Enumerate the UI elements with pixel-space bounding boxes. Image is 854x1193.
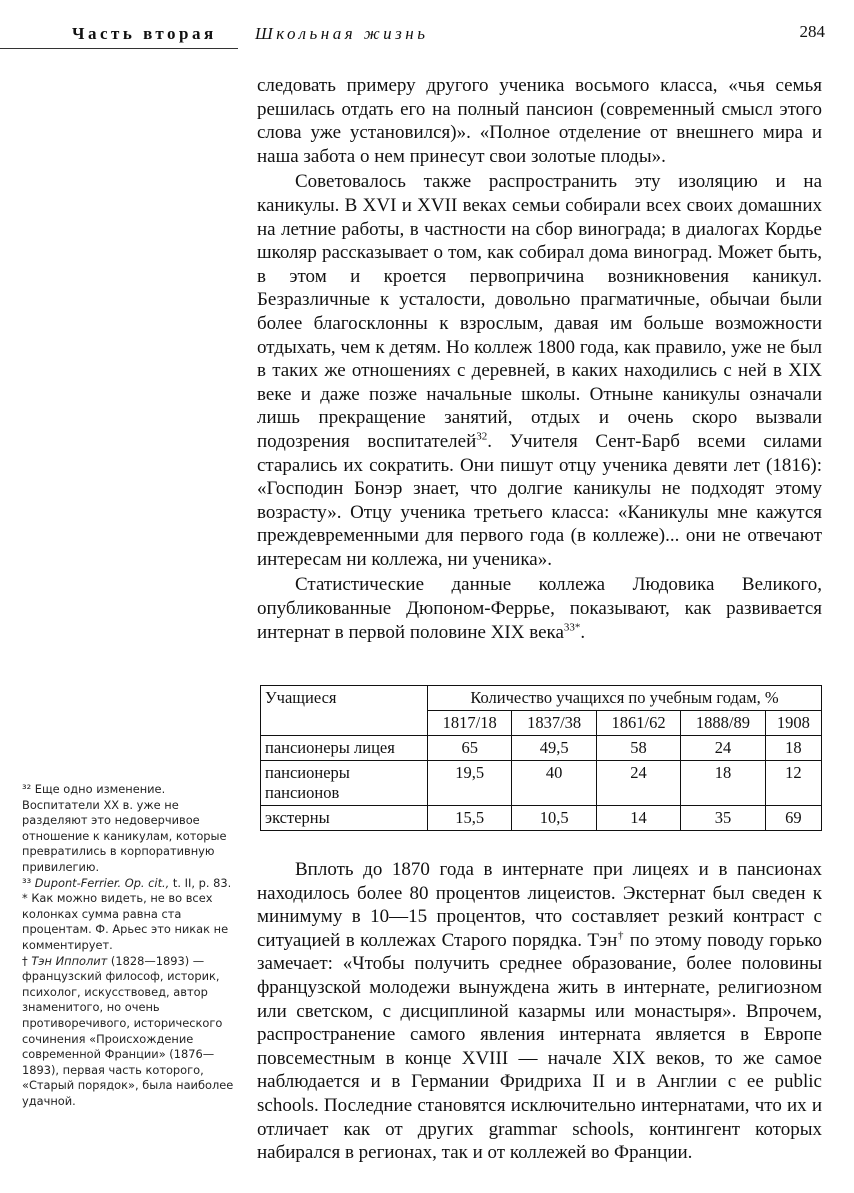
header-section: Школьная жизнь <box>255 24 429 43</box>
page-number: 284 <box>799 22 825 41</box>
column-header: 1908 <box>765 711 821 736</box>
footnote-33-rest: t. II, p. 83. <box>169 875 232 890</box>
paragraph-1: следовать примеру другого ученика восьмого класса, «чья семья решилась отдать его на полный пансион (современный смысл этого слова уже установился)». «Полное отделение от внешнего мира и наша забота о нем принесут свои золотые плоды». <box>257 75 822 167</box>
statistics-table <box>260 685 822 831</box>
footnote-ref-33: 33* <box>563 621 581 634</box>
paragraph-4-body-a: Вплоть до 1870 года в интернате при лицеях и в пансионах находилось более 80 процентов лицеистов. Экстернат был сведен к минимуму в 10—15 процентов, что составляет резкий контраст с ситуацией в коллежах Старого порядка. Тэн <box>257 859 822 951</box>
paragraph-2-body: Советовалось также распространить эту изоляцию и на каникулы. В XVI и XVII веках семьи собирали всех своих домашних на летние работы, в частности на сбор винограда; в диалогах Кордье школяр рассказывает о том, как собирал дома виноград. Может быть, в этом и кроется первопричина возникновения каникул. Безразличные к усталости, довольно прагматичные, обычаи были более благосклонны к взрослым, давая им больше возможности отдыхать, чем к детям. Но коллеж 1800 года, как правило, уже не был в таких же отношениях с деревней, в каких находились с ней в XIX веке и даже позже начальные школы. Отныне каникулы означали лишь прекращение занятий, отдых и очень скоро вызвали подозрения воспитателей <box>257 171 822 452</box>
table-cell: 15,5 <box>428 806 512 831</box>
footnote-star: * Как можно видеть, не во всех колонках сумма равна ста процентам. Ф. Арьес это никак не комментирует. <box>22 891 229 952</box>
footnote-33 <box>22 876 234 892</box>
table-cell: 12 <box>765 761 821 806</box>
footnotes <box>22 782 234 1109</box>
table-cell: 14 <box>596 806 680 831</box>
table-cell: 49,5 <box>512 736 596 761</box>
column-header: 1817/18 <box>428 711 512 736</box>
table-cell: 40 <box>512 761 596 806</box>
footnote-33-mark: ³³ <box>22 875 35 890</box>
table-cell: 10,5 <box>512 806 596 831</box>
table-cell: 35 <box>681 806 765 831</box>
table-cell: 24 <box>681 736 765 761</box>
table-cell: 18 <box>765 736 821 761</box>
column-header: 1861/62 <box>596 711 680 736</box>
footnote-ref-32: 32 <box>476 430 488 443</box>
table-cell: 19,5 <box>428 761 512 806</box>
paragraph-2 <box>257 170 822 571</box>
footnote-33-author: Dupont-Ferrier. Op. cit., <box>34 875 170 890</box>
footnote-ref-dagger: † <box>617 929 625 942</box>
paragraph-3-body: Статистические данные коллежа Людовика Великого, опубликованные Дюпоном-Феррье, показывают, как развивается интернат в первой половине XIX века <box>257 574 822 643</box>
table-header-row <box>261 686 822 711</box>
main-text-bottom <box>257 858 822 1165</box>
table-row-header: Учащиеся <box>261 686 428 736</box>
paragraph-3 <box>257 573 822 644</box>
table-cell: 69 <box>765 806 821 831</box>
column-header: 1888/89 <box>681 711 765 736</box>
running-header <box>60 18 830 48</box>
paragraph-2-rest: . Учителя Сент-Барб всеми силами старались их сократить. Они пишут отцу ученика девяти лет (1816): «Господин Бонэр знает, что долгие каникулы не подходят этому возрасту». Отцу ученика третьего класса: «Каникулы мне кажутся преждевременными для первого года (в коллеже)... они не отвечают интересам ни коллежа, ни ученика». <box>257 430 822 570</box>
table-cell: 58 <box>596 736 680 761</box>
paragraph-4-body-b: по этому поводу горько замечает: «Чтобы получить среднее образование, более половины французской молодежи вынуждена жить в интернате, религиозном или светском, с дисциплиной казармы или монастыря». Впрочем, распространение самого явления интерната является в Европе повсеместным в конце XVIII — начале XIX веков, то же самое наблюдается и в Германии Фридриха II и в Англии с ее public schools. Последние становятся исключительно интернатами, что их и отличает как от других grammar schools, контингент которых набирался в регионах, так и от коллежей во Франции. <box>257 929 823 1164</box>
row-label: пансионеры пансионов <box>261 761 428 806</box>
footnote-dagger-name: Тэн Ипполит <box>31 953 108 968</box>
footnote-dagger-mark: † <box>22 953 32 968</box>
table-row <box>261 761 822 806</box>
footnote-dagger <box>22 954 234 1110</box>
paragraph-4 <box>257 858 822 1165</box>
column-header: 1837/38 <box>512 711 596 736</box>
main-text-top <box>257 74 822 644</box>
header-part: Часть вторая <box>72 24 217 43</box>
footnote-32: ³² Еще одно изменение. Воспитатели XX в. уже не разделяют это недоверчивое отношение к каникулам, которые превратились в корпоративную привилегию. <box>22 782 227 874</box>
header-rule <box>0 48 238 49</box>
table-cell: 18 <box>681 761 765 806</box>
table-cell: 24 <box>596 761 680 806</box>
table-cell: 65 <box>428 736 512 761</box>
table-group-header: Количество учащихся по учебным годам, % <box>428 686 822 711</box>
table-row <box>261 736 822 761</box>
table-row <box>261 806 822 831</box>
footnote-dagger-rest: (1828—1893) — французский философ, историк, психолог, искусствовед, автор знаменитого, но очень противоречивого, исторического сочинения «Происхождение современной Франции» (1876—1893), первая часть которого, «Старый порядок», была наиболее удачной. <box>22 953 234 1108</box>
paragraph-3-end: . <box>580 621 586 643</box>
row-label: экстерны <box>261 806 428 831</box>
row-label: пансионеры лицея <box>261 736 428 761</box>
